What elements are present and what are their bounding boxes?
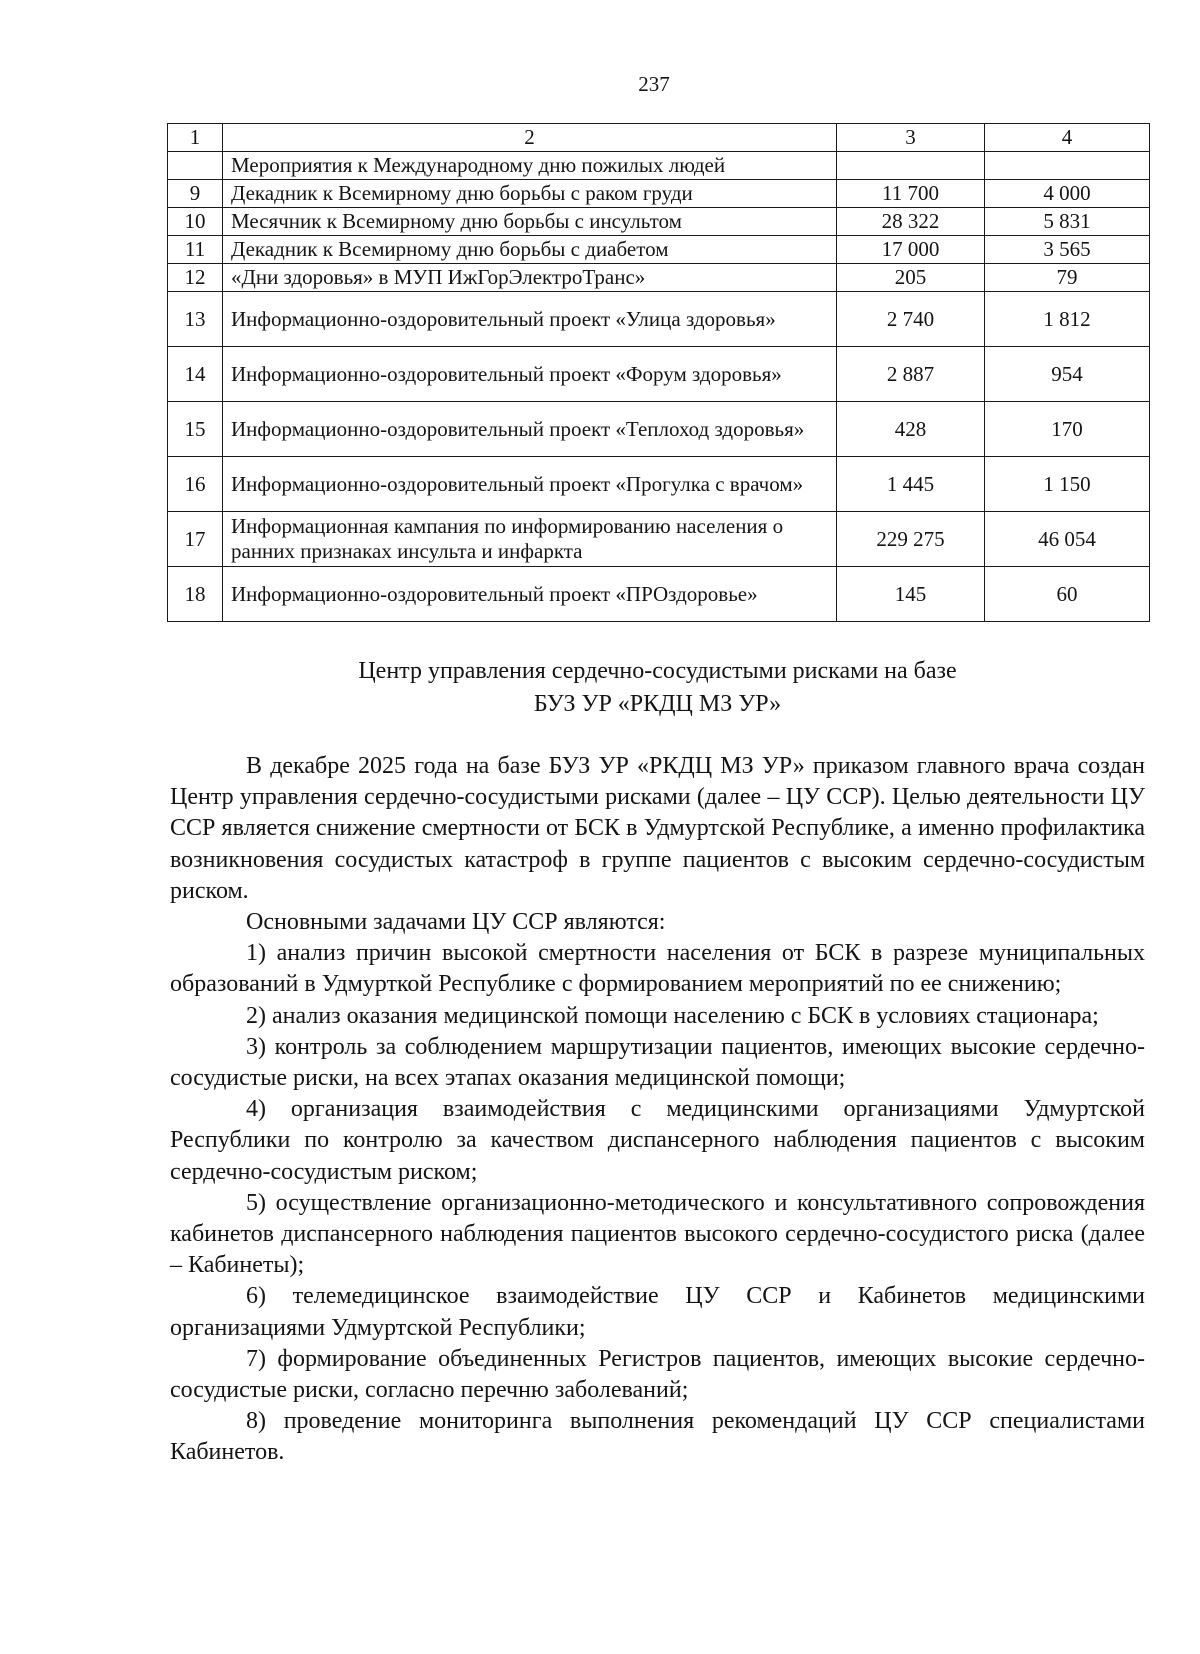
row-number: 10	[168, 208, 223, 236]
row-event-name: Информационная кампания по информированию населения о ранних признаках инсульта и инфаркта	[223, 512, 837, 567]
table-row	[168, 292, 1150, 347]
section-heading-line-1: Центр управления сердечно-сосудистыми рисками на базе	[358, 658, 957, 684]
row-value-col4: 46 054	[985, 512, 1150, 567]
row-value-col3: 205	[837, 264, 985, 292]
row-value-col4: 60	[985, 567, 1150, 622]
section-heading-line-2: БУЗ УР «РКДЦ МЗ УР»	[533, 691, 782, 717]
row-value-col4	[985, 152, 1150, 180]
row-value-col3: 28 322	[837, 208, 985, 236]
task-item: 7) формирование объединенных Регистров пациентов, имеющих высокие сердечно-сосудистые риски, согласно перечню заболеваний;	[170, 1345, 1145, 1404]
task-item: 4) организация взаимодействия с медицинскими организациями Удмуртской Республики по контролю за качеством диспансерного наблюдения пациентов с высоким сердечно-сосудистым риском;	[170, 1096, 1145, 1185]
row-value-col3: 2 887	[837, 347, 985, 402]
table-row	[168, 402, 1150, 457]
page-number: 237	[638, 72, 670, 96]
row-number: 16	[168, 457, 223, 512]
row-event-name: Информационно-оздоровительный проект «Прогулка с врачом»	[223, 457, 837, 512]
table-row	[168, 264, 1150, 292]
row-number: 15	[168, 402, 223, 457]
row-event-name: Декадник к Всемирному дню борьбы с раком груди	[223, 180, 837, 208]
row-value-col3: 17 000	[837, 236, 985, 264]
intro-paragraph: В декабре 2025 года на базе БУЗ УР «РКДЦ МЗ УР» приказом главного врача создан Центр управления сердечно-сосудистыми рисками (далее – ЦУ ССР). Целью деятельности ЦУ ССР является снижение смертности от БСК в Удмуртской Республике, а именно профилактика возникновения сосудистых катастроф в группе пациентов с высоким сердечно-сосудистым риском.	[170, 753, 1145, 904]
row-event-name: Информационно-оздоровительный проект «ПРОздоровье»	[223, 567, 837, 622]
row-value-col3: 1 445	[837, 457, 985, 512]
row-event-name: Информационно-оздоровительный проект «Форум здоровья»	[223, 347, 837, 402]
row-value-col3: 11 700	[837, 180, 985, 208]
row-value-col4: 4 000	[985, 180, 1150, 208]
table-row	[168, 567, 1150, 622]
table-row	[168, 457, 1150, 512]
row-value-col4: 79	[985, 264, 1150, 292]
row-number: 13	[168, 292, 223, 347]
task-item: 3) контроль за соблюдением маршрутизации пациентов, имеющих высокие сердечно-сосудистые риски, на всех этапах оказания медицинской помощи;	[170, 1033, 1145, 1092]
task-item: 5) осуществление организационно-методического и консультативного сопровождения кабинетов диспансерного наблюдения пациентов высокого сердечно-сосудистого риска (далее – Кабинеты);	[170, 1189, 1145, 1279]
row-value-col4: 170	[985, 402, 1150, 457]
task-item: 2) анализ оказания медицинской помощи населению с БСК в условиях стационара;	[246, 1002, 1099, 1029]
row-value-col3: 2 740	[837, 292, 985, 347]
row-value-col3	[837, 152, 985, 180]
row-number	[168, 152, 223, 180]
row-event-name: Мероприятия к Международному дню пожилых людей	[223, 152, 837, 180]
task-item: 8) проведение мониторинга выполнения рекомендаций ЦУ ССР специалистами Кабинетов.	[170, 1408, 1145, 1466]
row-event-name: Месячник к Всемирному дню борьбы с инсультом	[223, 208, 837, 236]
tasks-intro: Основными задачами ЦУ ССР являются:	[246, 909, 666, 936]
table-row	[168, 512, 1150, 567]
row-number: 18	[168, 567, 223, 622]
body-text	[170, 751, 1145, 1469]
task-item: 1) анализ причин высокой смертности населения от БСК в разрезе муниципальных образований в Удмурткой Республике с формированием мероприятий по ее снижению;	[170, 940, 1145, 998]
row-value-col4: 954	[985, 347, 1150, 402]
row-number: 12	[168, 264, 223, 292]
row-value-col3: 145	[837, 567, 985, 622]
events-table	[167, 123, 1150, 622]
table-row	[168, 236, 1150, 264]
table-row	[168, 208, 1150, 236]
table-header-row	[168, 124, 1150, 152]
header-col-4: 4	[985, 124, 1150, 152]
row-value-col4: 1 812	[985, 292, 1150, 347]
row-event-name: Информационно-оздоровительный проект «Улица здоровья»	[223, 292, 837, 347]
header-col-2: 2	[223, 124, 837, 152]
task-item: 6) телемедицинское взаимодействие ЦУ ССР и Кабинетов медицинскими организациями Удмуртской Республики;	[170, 1283, 1145, 1341]
row-value-col3: 229 275	[837, 512, 985, 567]
table-row	[168, 347, 1150, 402]
row-number: 9	[168, 180, 223, 208]
row-value-col4: 5 831	[985, 208, 1150, 236]
table-row	[168, 152, 1150, 180]
row-event-name: «Дни здоровья» в МУП ИжГорЭлектроТранс»	[223, 264, 837, 292]
row-event-name: Декадник к Всемирному дню борьбы с диабетом	[223, 236, 837, 264]
row-value-col3: 428	[837, 402, 985, 457]
header-col-3: 3	[837, 124, 985, 152]
row-value-col4: 1 150	[985, 457, 1150, 512]
table-row	[168, 180, 1150, 208]
row-number: 17	[168, 512, 223, 567]
section-heading	[170, 655, 1145, 721]
row-number: 11	[168, 236, 223, 264]
header-col-1: 1	[168, 124, 223, 152]
row-value-col4: 3 565	[985, 236, 1150, 264]
row-event-name: Информационно-оздоровительный проект «Теплоход здоровья»	[223, 402, 837, 457]
row-number: 14	[168, 347, 223, 402]
